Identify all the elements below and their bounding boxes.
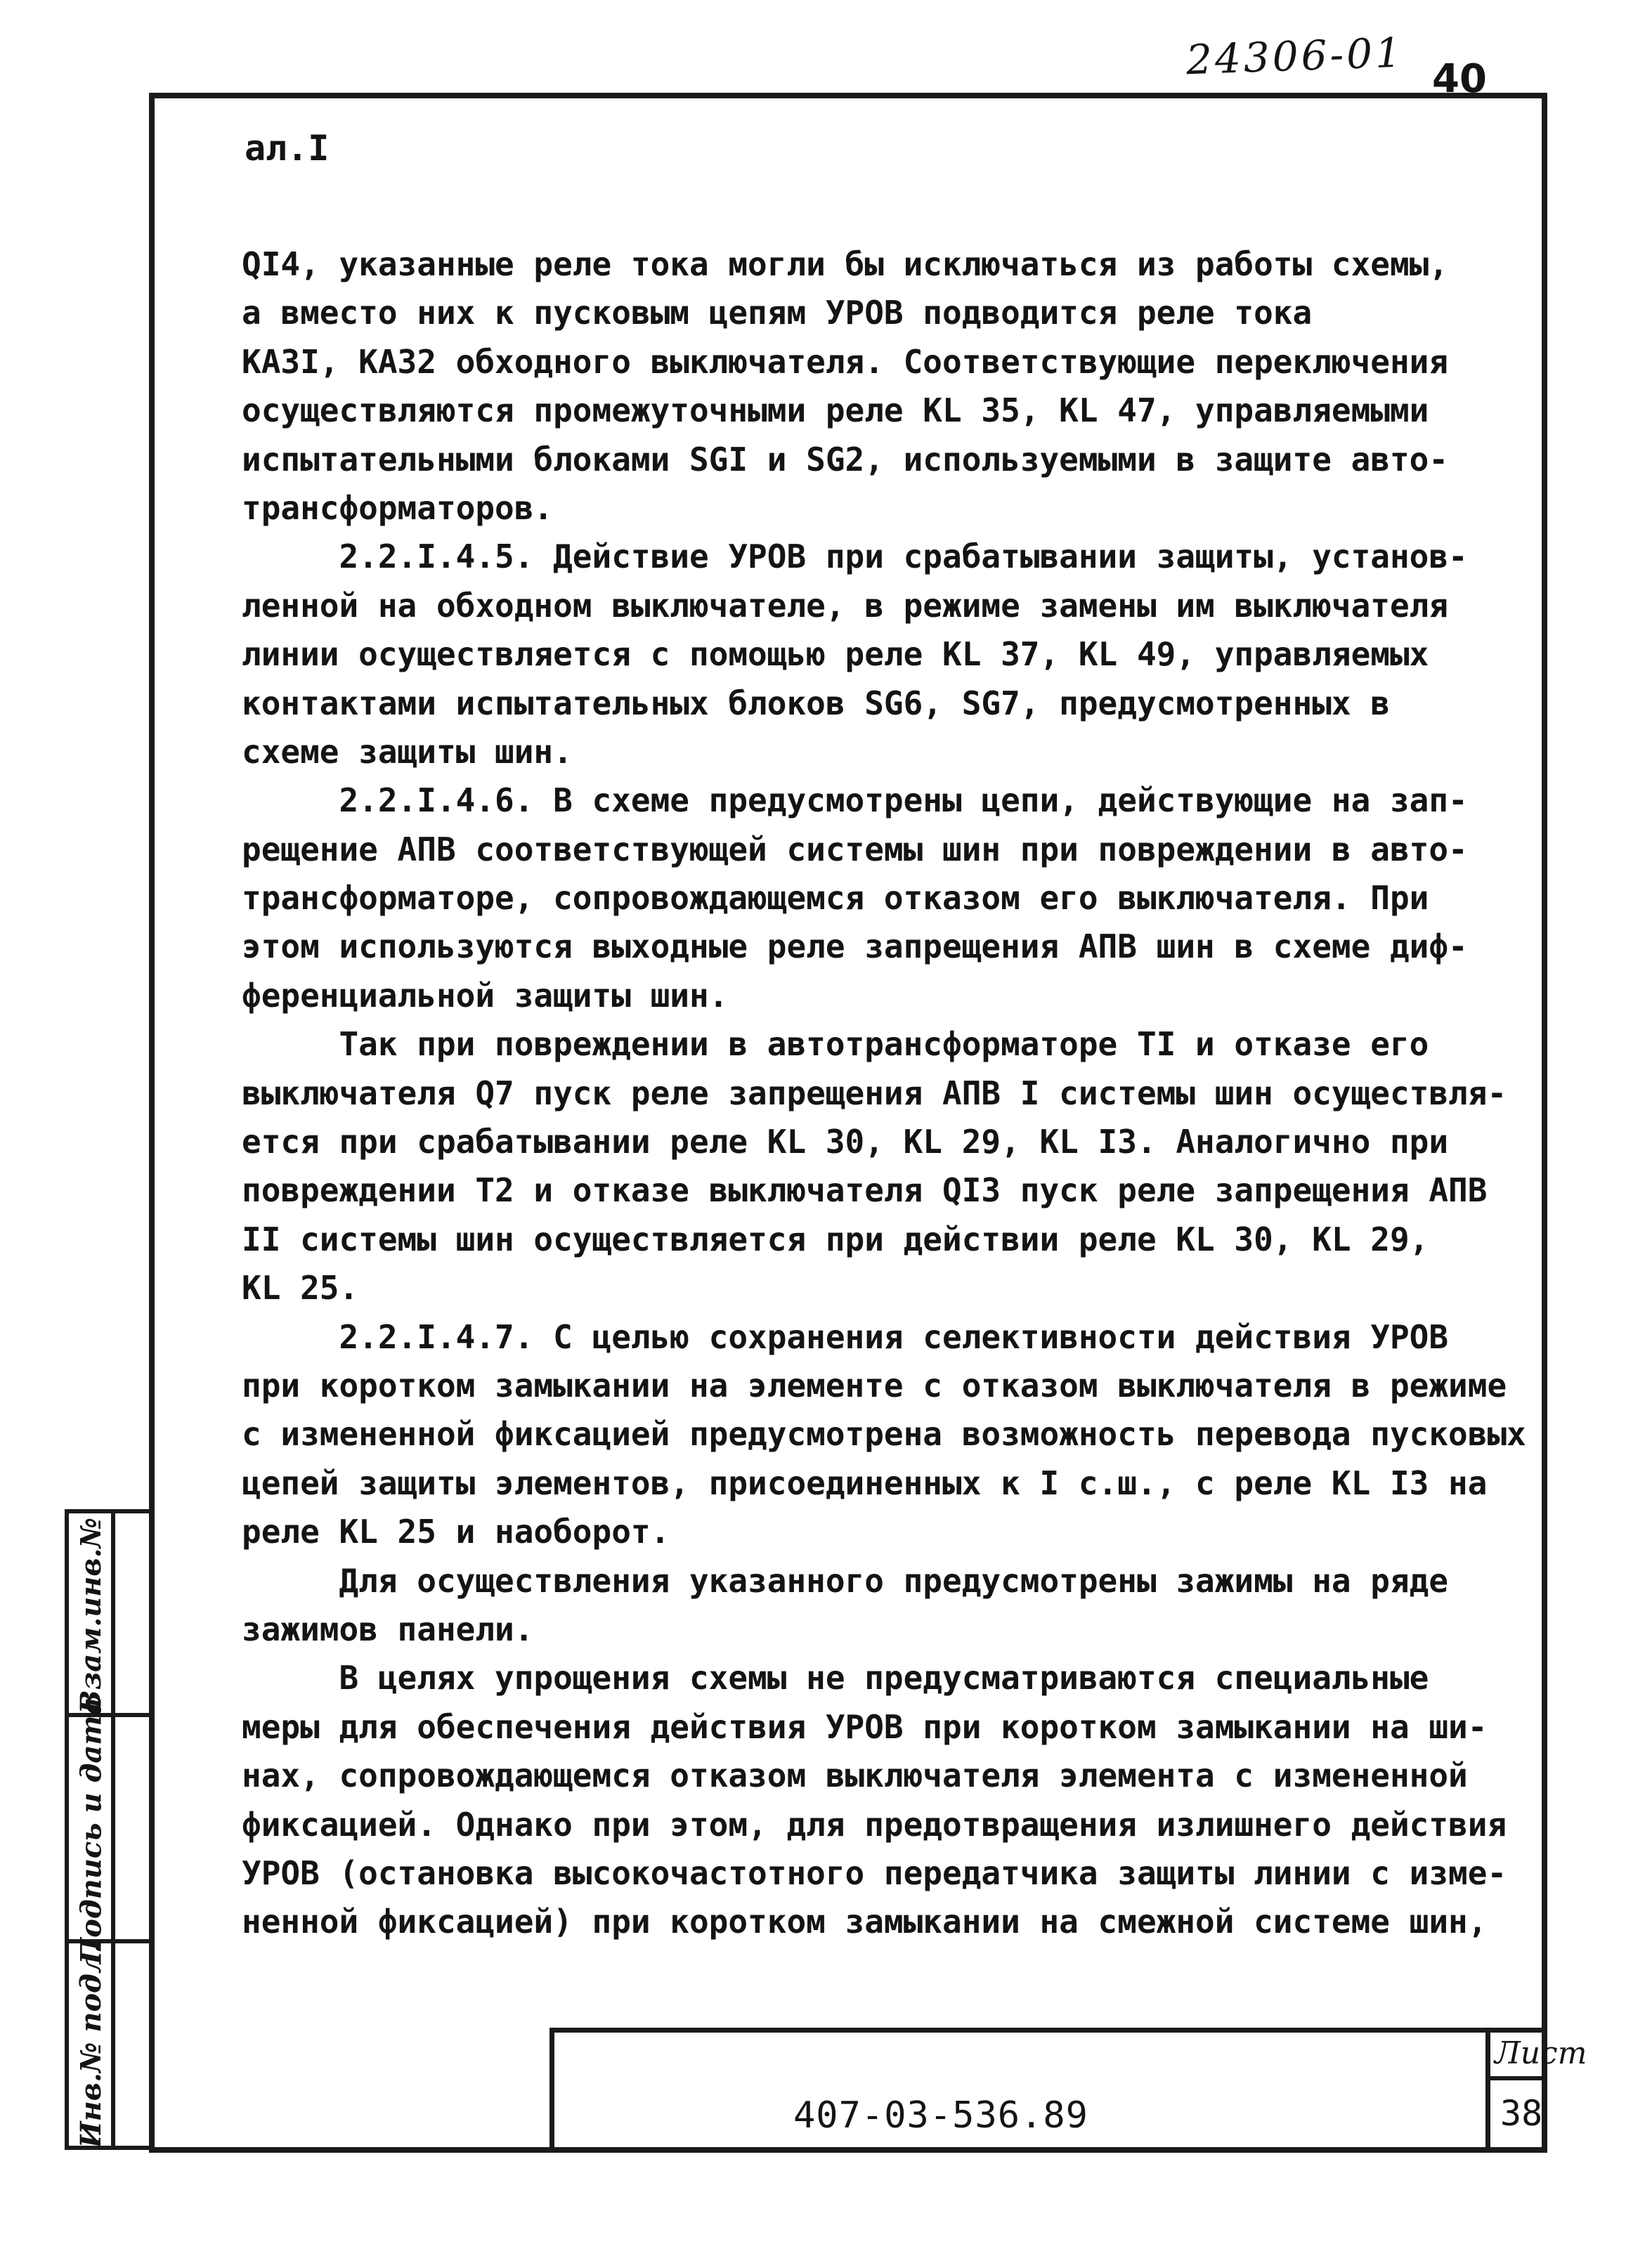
text-line: этом используются выходные реле запрещения АПВ шин в схеме диф- [242,927,1468,966]
text-line: В целях упрощения схемы не предусматриваются специальные [242,1659,1429,1697]
text-line: реле KL 25 и наоборот. [242,1513,670,1551]
title-block-divider [1485,2033,1490,2153]
document-code: 407-03-536.89 [793,2094,1088,2137]
text-line: Для осуществления указанного предусмотрены зажимы на ряде [242,1561,1449,1600]
text-line: нах, сопровождающемся отказом выключателя элемента с измененной [242,1756,1468,1795]
text-line: QI4, указанные реле тока могли бы исключаться из работы схемы, [242,245,1449,283]
text-line: осуществляются промежуточными реле KL 35, KL 47, управляемыми [242,391,1429,430]
text-line: ненной фиксацией) при коротком замыкании на смежной системе шин, [242,1903,1488,1941]
text-line: трансформаторов. [242,488,554,527]
text-line: КАЗI, КАЗ2 обходного выключателя. Соответствующие переключения [242,342,1449,381]
text-line: схеме защиты шин. [242,732,573,771]
text-line: с измененной фиксацией предусмотрена возможность перевода пусковых [242,1415,1526,1454]
sheet-label: Лист [1495,2035,1587,2071]
text-line: 2.2.I.4.7. С целью сохранения селективности действия УРОВ [242,1317,1449,1356]
text-line: линии осуществляется с помощью реле KL 37, KL 49, управляемых [242,635,1429,674]
text-line: зажимов панели. [242,1610,534,1648]
section-heading: ал.I [245,128,330,169]
text-line: меры для обеспечения действия УРОВ при коротком замыкании на ши- [242,1707,1488,1746]
text-line: цепей защиты элементов, присоединенных к I с.ш., с реле KL I3 на [242,1464,1488,1502]
title-block [549,2028,1587,2153]
text-line: 2.2.I.4.6. В схеме предусмотрены цепи, действующие на зап- [242,781,1468,820]
text-line: ференциальной защиты шин. [242,976,729,1015]
text-line: выключателя Q7 пуск реле запрещения АПВ I системы шин осуществля- [242,1074,1507,1112]
archive-stamp: 24306-01 [1185,28,1405,84]
text-line: 2.2.I.4.5. Действие УРОВ при срабатывании защиты, установ- [242,537,1468,576]
text-line: ется при срабатывании реле KL 30, KL 29, KL I3. Аналогично при [242,1123,1449,1161]
text-line: а вместо них к пусковым цепям УРОВ подводится реле тока [242,294,1313,332]
side-label-vzam: Взам.инв.№ [74,1517,108,1714]
text-line: при коротком замыкании на элементе с отказом выключателя в режиме [242,1366,1507,1404]
text-line: II системы шин осуществляется при действии реле KL 30, KL 29, [242,1220,1429,1258]
document-body [242,240,1526,1947]
text-line: KL 25. [242,1269,359,1308]
text-line: контактами испытательных блоков SG6, SG7, предусмотренных в [242,684,1390,722]
text-line: испытательными блоками SGI и SG2, используемыми в защите авто- [242,440,1449,478]
text-line: ленной на обходном выключателе, в режиме замены им выключателя [242,586,1449,625]
sheet-number: 38 [1500,2093,1543,2134]
side-label-podpis: Подпись и дата [74,1696,108,1964]
side-label-inv: Инв.№ подл. [74,1943,108,2148]
text-line: рещение АПВ соответствующей системы шин при повреждении в авто- [242,830,1468,868]
text-line: повреждении Т2 и отказе выключателя QI3 пуск реле запрещения АПВ [242,1171,1488,1210]
left-margin-stamp [65,1509,155,2150]
text-line: трансформаторе, сопровождающемся отказом его выключателя. При [242,879,1429,918]
sheet-cell-line [1490,2076,1547,2080]
text-line: УРОВ (остановка высокочастотного передатчика защиты линии с изме- [242,1853,1507,1892]
text-line: Так при повреждении в автотрансформаторе TI и отказе его [242,1025,1429,1064]
text-line: фиксацией. Однако при этом, для предотвращения излишнего действия [242,1805,1507,1844]
top-sheet-number: 40 [1432,56,1487,102]
